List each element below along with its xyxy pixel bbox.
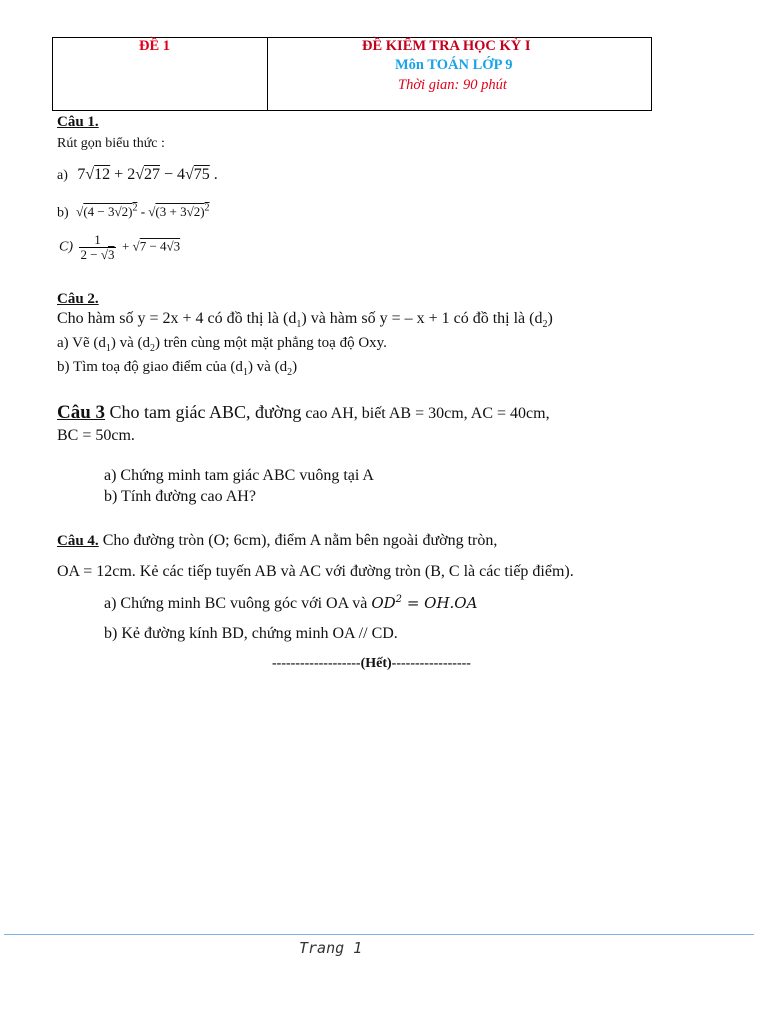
q4b: b) Kẻ đường kính BD, chứng minh OA // CD. [104,625,398,642]
q4a-text: a) Chứng minh BC vuông góc với OA và [104,595,372,612]
q2b-part3: ) [292,359,298,375]
q2a: a) Vẽ $(d_1)$ và $(d_2)$ trên cùng một mặt phẳng toạ độ Oxy. [57,335,387,354]
q4a-math-end: = OH.OA [402,594,478,612]
q2a-part3: ) trên cùng một mặt phẳng toạ độ Oxy. [155,335,387,351]
q3a: a) Chứng minh tam giác ABC vuông tại A [104,467,374,484]
q1b-label: b) [57,205,69,221]
q4-text1: Cho đường tròn (O; 6cm), điểm A nằm bên ngoài đường tròn, [98,532,498,549]
exam-time: Thời gian: 90 phút [398,77,507,93]
q1a-expression [57,166,218,184]
q1a-math: 7√12 + 2√27 − 4√75 . [77,166,218,183]
q3b: b) Tính đường cao AH? [104,488,256,505]
q1b-expression [57,203,210,221]
q3-text1b: cao AH, biết AB = 30cm, AC = 40cm, [301,405,550,422]
q1c-fraction: $\frac{1}{2 - √3}$ [80,232,115,262]
exam-subject: Môn TOÁN LỚP 9 [395,57,513,73]
exam-code: ĐỀ 1 [139,38,171,54]
q2-statement-part2: ) và hàm số y = – x + 1 có đồ thị là (d [301,310,543,327]
q2b: b) Tìm toạ độ giao điểm của $(d_1)$ và $(d_2)$ [57,359,298,378]
q1c-root: + √7 − 4√3 [121,238,181,254]
q2b-part1: b) Tìm toạ độ giao điểm của (d [57,359,243,375]
q1-intro: Rút gọn biểu thức : [57,136,165,151]
exam-title: ĐỀ KIỂM TRA HỌC KỲ I [362,38,531,54]
q1c-label: C) [59,239,73,255]
q2a-part2: ) và (d [110,335,151,351]
q4-statement [57,532,497,550]
q1b-math: $√(4 - 3√2)^2 - √(3 + 3√2)^2$ [76,203,210,220]
q2b-part2: ) và (d [247,359,288,375]
footer-divider [4,934,754,935]
q3-statement [57,402,550,424]
q3-label: Câu 3 [57,402,106,423]
q3-text2: BC = 50cm. [57,427,135,444]
q2-statement: Cho hàm số y = 2x + 4 có đồ thị là $(d_1)$ và hàm số y = – x + 1 có đồ thị là $(d_2)$ [57,310,553,331]
q2a-part1: a) Vẽ (d [57,335,106,351]
q3-text1a: Cho tam giác ABC, đường [105,402,302,422]
q2-statement-part3: ) [547,310,553,327]
q4a-math-od: OD [371,594,396,612]
q4-label: Câu 4. [57,533,99,549]
q1c-expression [59,233,180,262]
q4a [104,594,477,613]
q1-label: Câu 1. [57,114,99,130]
q2-statement-part1: Cho hàm số y = 2x + 4 có đồ thị là (d [57,310,297,327]
q4-text2: OA = 12cm. Kẻ các tiếp tuyến AB và AC với đường tròn (B, C là các tiếp điểm). [57,563,574,580]
header-divider [267,38,268,110]
end-mark: -------------------(Hết)----------------- [272,656,471,671]
q4a-math: $OD^2 = OH.OA$ [371,594,478,612]
page-number: Trang 1 [299,939,363,957]
q1a-label: a) [57,168,68,183]
q2-label: Câu 2. [57,291,99,307]
